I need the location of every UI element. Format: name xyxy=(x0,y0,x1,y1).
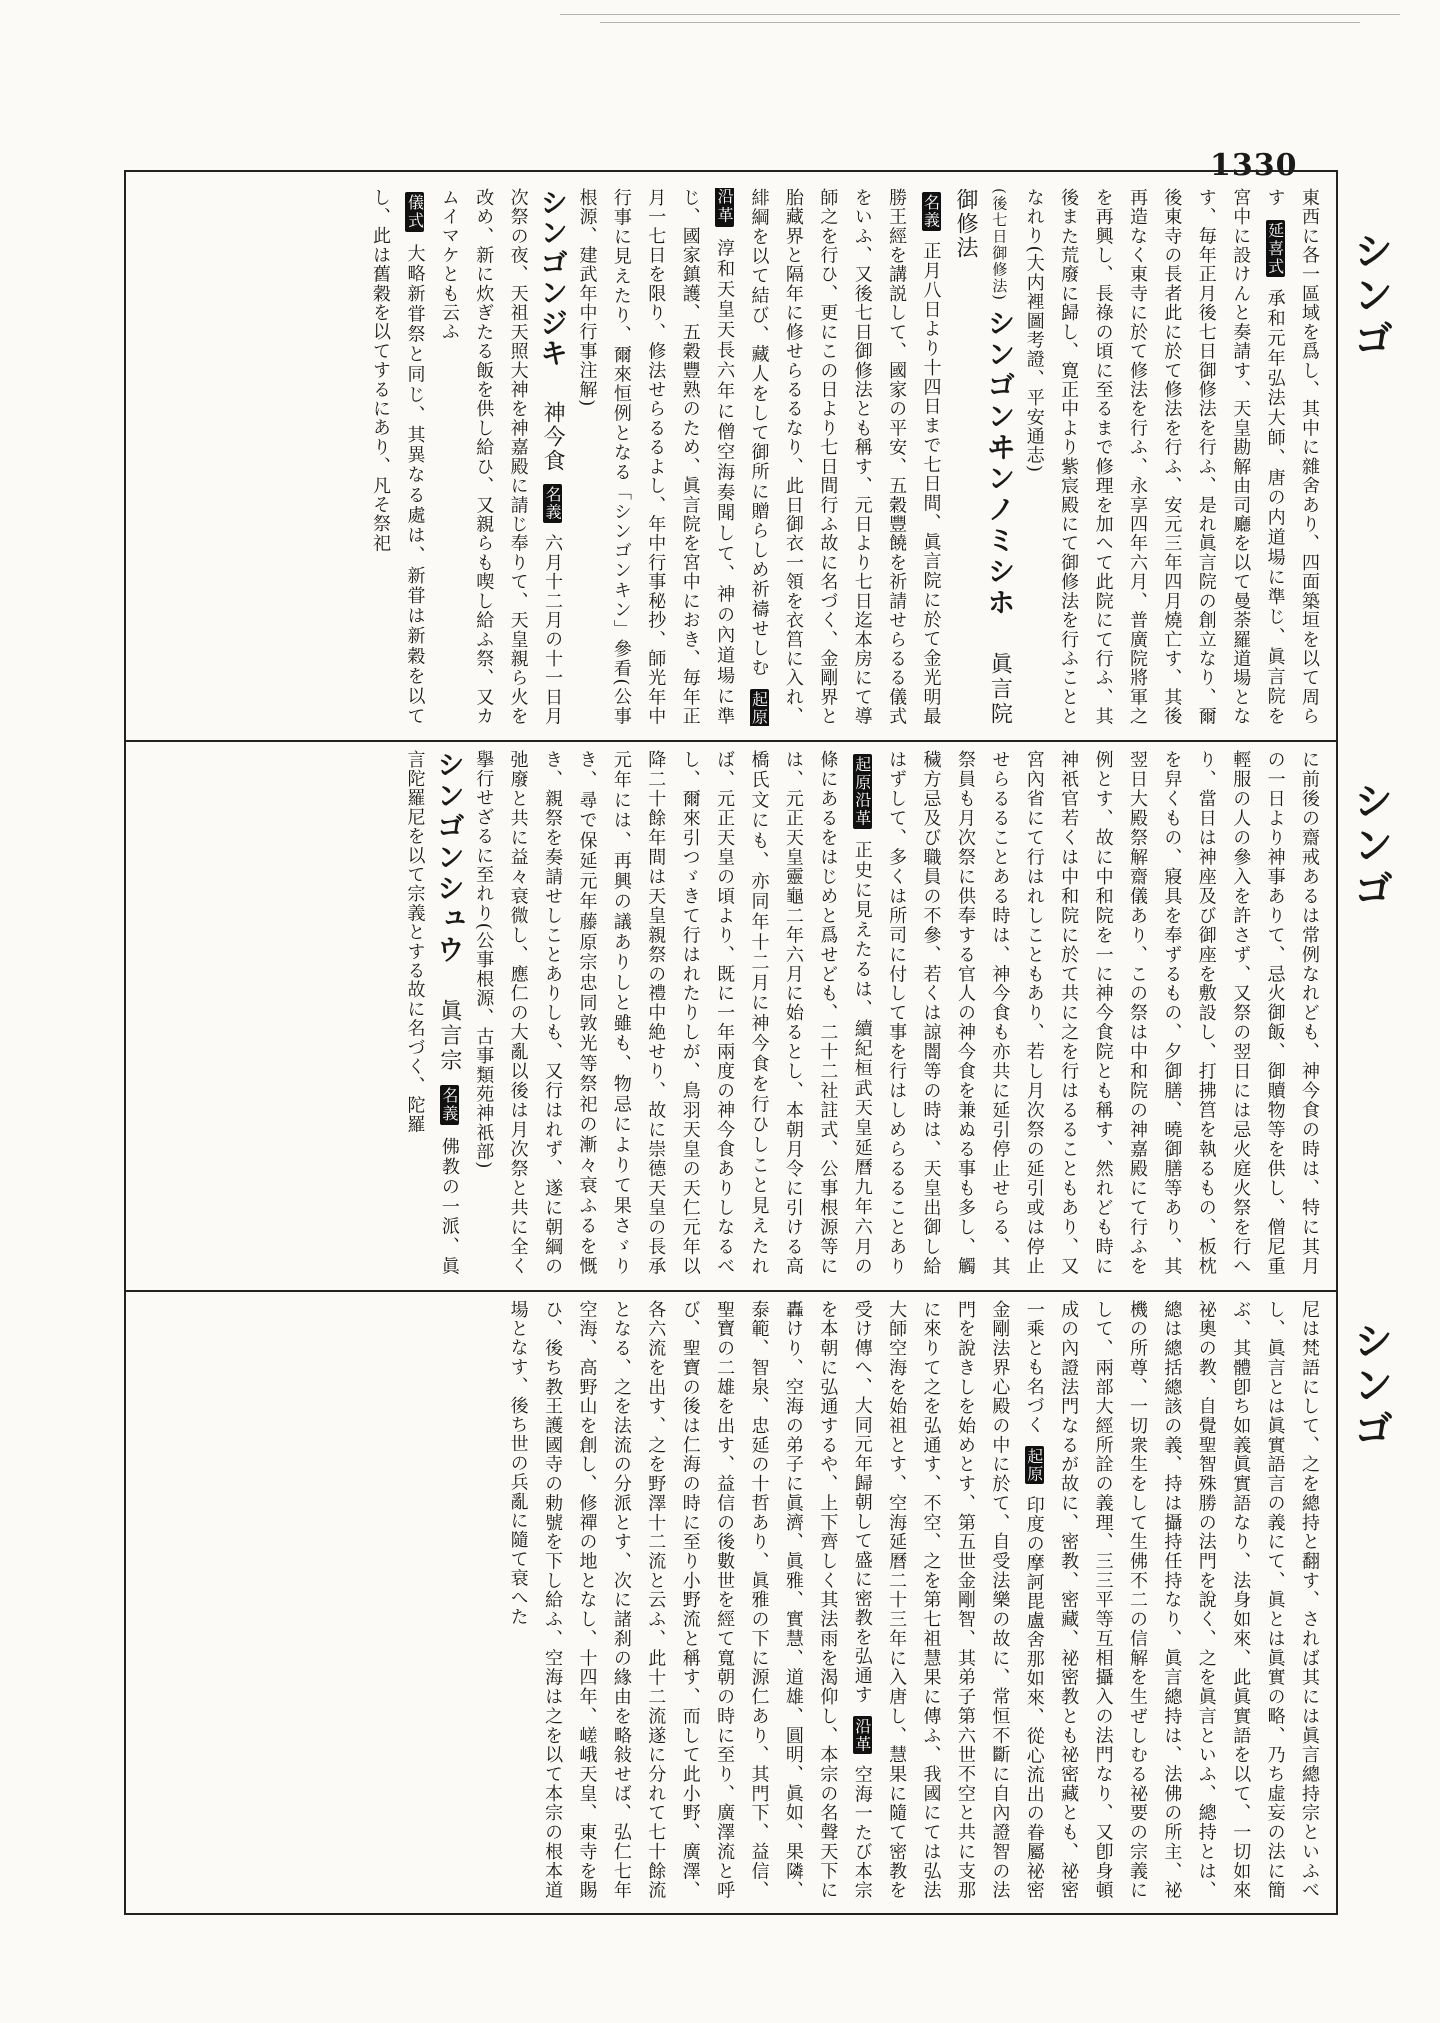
entry-subheading: 眞言宗 xyxy=(436,999,462,1074)
body-text: 佛教の一派、眞言陀羅尼を以て宗義とする故に名づく、陀羅 xyxy=(404,750,460,1276)
side-heading-bottom: シンゴ xyxy=(1347,1320,1394,1452)
body-text: 印度の摩訶毘盧舍那如來、從心流出の眷屬祕密金剛法界心殿の中に於て、自受法樂の故に、常恒不斷に自內證智の法門を說きしを始めとす、第五世金剛智、其弟子第六世不空と共に支那に來りて之を弘通す、不空、之を第七祖慧果に傳ふ、我國にては弘法大師空海を始祖とす、空海延曆二十三年に入唐し、慧果に隨て密教を受け傳へ、大同元年歸朝して盛に密教を弘通す xyxy=(851,1300,1045,1900)
scan-line xyxy=(600,22,1360,23)
section-divider xyxy=(124,740,1338,742)
entry-heading-shingonjiki: シンゴンジキ xyxy=(536,188,570,369)
body-text: 正月八日より十四日まで七日間、眞言院に於て金光明最勝王經を講説して、國家の平安、五穀豐饒を祈請せらるる儀式をいふ、又後七日御修法とも稱す、元日より七日迄本房にて導師之を行ひ、更にこの日より七日間行ふ故に名づく、金剛界と胎藏界と隔年に修せらるるなり、此日御衣一領を衣筥に入れ、緋綱を以て結び、藏人をして御所に贈らしめ祈禱せしむ xyxy=(748,188,942,726)
entry-annotation: (後七日御修法) xyxy=(990,188,1009,301)
meigi-badge: 名義 xyxy=(439,1087,459,1124)
entry-heading-shingonshu: シンゴンシュウ xyxy=(432,750,466,966)
entry-subheading: 神今食 xyxy=(540,401,566,474)
meigi-badge: 名義 xyxy=(921,194,941,229)
side-heading-middle: シンゴ xyxy=(1347,780,1394,912)
body-text: に前後の齋戒あるは常例なれども、神今食の時は、特に其月の一日より神事ありて、忌火御飯、御贖物等を供し、僧尼重輕服の人の參入を許さず、又祭の翌日には忌火庭火祭を行へり、當日は神座及び御座を敷設し、打拂筥を執るもの、板枕を舁くもの、寢具を奉ずるもの、夕御膳、曉御膳等あり、其翌日大殿祭解齋儀あり、この祭は中和院の神嘉殿にて行ふを例とす、故に中和院を一に神今食院とも稱す、然れども時に神祇官若くは中和院に於て共に之を行はるることもあり、又宮內省にて行はれしこともあり、若し月次祭の延引或は停止せらるることある時は、神今食も亦共に延引停止せらる、其祭員も月次祭に供奉する官人の神今食を兼ぬる事も多し、觸穢方忌及び職員の不參、若くは諒闇等の時は、天皇出御し給はずして、多くは所司に付して事を行はしめらるることあり xyxy=(886,750,1320,1276)
entry-heading-shingonin-mishiho: シンゴンヰンノミシホ xyxy=(983,308,1017,619)
body-text: 大略新甞祭と同じ、其異なる處は、新甞は新穀を以てし、此は舊穀を以てするにあり、凡そ祭祀 xyxy=(370,188,426,726)
ceremony-badge: 儀式 xyxy=(405,194,425,231)
section-bottom-text xyxy=(140,1300,1326,1900)
body-text: 六月十二月の十一日月次祭の夜、天祖天照大神を神嘉殿に請じ奉りて、天皇親ら火を改め、新に炊ぎたる飯を供し給ひ、又親らも喫し給ふ祭、又カムイマケとも云ふ xyxy=(438,188,564,726)
body-text: 空海一たび本宗を本朝に弘通するや、上下齊しく其法雨を渴仰し、本宗の名聲天下に轟けり、空海の弟子に眞濟、眞雅、實慧、道雄、圓明、眞如、果隣、泰範、智泉、忠延の十哲あり、眞雅の下に源仁あり、其門下、益信、聖寶の二雄を出す、益信の後數世を經て寬朝の時に至り、廣澤流と呼び、聖寶の後は仁海の時に至り小野流と稱す、而して此小野、廣澤、各六流を出す、之を野澤十二流と云ふ、此十二流遂に分れて七十餘流となる、之を法流の分派とす、次に諸刹の緣由を略敍せば、弘仁七年空海、高野山を創し、修禪の地となし、十四年、嵯峨天皇、東寺を賜ひ、後ち教王護國寺の勅號を下し給ふ、空海は之を以て本宗の根本道場となす、後ち世の兵亂に隨て衰へた xyxy=(507,1300,873,1900)
page-number: 1330 xyxy=(1210,148,1298,183)
source-badge: 延喜式 xyxy=(1265,221,1285,276)
section-divider xyxy=(124,1290,1338,1292)
body-text: 尼は梵語にして、之を總持と翻す、されば其には眞言總持宗といふべし、眞言とは眞實語言の義にて、眞とは眞實の略、乃ち虛妄の法に簡ぶ、其體卽ち如義眞實語なり、法身如來、此眞實語を以て、一切如來祕奧の教、自覺聖智殊勝の法門を說く、之を眞言といふ、總持とは、總は總括總該の義、持は攝持任持なり、眞言總持は、法佛の所主、祕機の所尊、一切衆生をして生佛不二の信解を生ぜしむる祕要の宗義にして、兩部大經所詮の義理、三三平等互相攝入の法門なり、又卽身頓成の內證法門なるが故に、密教、密藏、祕密教とも祕密藏とも、祕密一乘とも名づく xyxy=(1023,1300,1320,1900)
side-heading-top: シンゴ xyxy=(1347,230,1394,362)
continuation-text: 東西に各一區域を爲し、其中に雜舍あり、四面築垣を以て周らす xyxy=(1264,188,1320,726)
section-top-text xyxy=(140,188,1326,726)
meigi-badge: 名義 xyxy=(543,486,563,521)
scan-line xyxy=(560,14,1400,15)
origin-badge: 起原沿革 xyxy=(715,188,769,726)
section-middle-text xyxy=(140,750,1326,1276)
origin-badge: 起原 xyxy=(1024,1447,1044,1483)
body-text: 承和元年弘法大師、唐の内道場に準じ、眞言院を宮中に設けんと奏請す、天皇勘解由司廳を以て曼荼羅道場となす、毎年正月後七日御修法を行ふ、是れ眞言院の創立なり、爾後東寺の長者此に於て修法を行ふ、安元三年四月燒亡す、其後再造なく東寺に於て修法を行ふ、永享四年六月、普廣院將軍之を再興し、長祿の頃に至るまで修理を加へて此院にて行ふ、其後また荒廢に歸し、寛正中より紫宸殿にて御修法を行ふこととなれり(大内裡圖考證、平安通志) xyxy=(1023,188,1286,726)
history-badge: 沿革 xyxy=(852,1717,872,1753)
body-text: 淳和天皇天長六年に僧空海奏聞して、神の內道場に準じ、國家鎮護、五穀豐熟のため、眞言院を宮中におき、毎年正月一七日を限り、修法せらるるよし、年中行事秘抄、師光年中行事に見えたり、爾來恒例となる「シンゴンキン」參看(公事根源、建武年中行事注解) xyxy=(576,188,736,726)
body-text: 正史に見えたるは、續紀桓武天皇延曆九年六月の條にあるをはじめと爲せども、二十二社註式、公事根源等には、元正天皇靈龜二年六月に始るとし、本朝月令に引ける高橋氏文にも、亦同年十二月に神今食を行ひしこと見えたれば、元正天皇の頃より、既に一年兩度の神今食ありしなるべし、爾來引つゞきて行はれたりしが、鳥羽天皇の天仁元年以降二十餘年間は天皇親祭の禮中絶せり、故に崇德天皇の長承元年には、再興の議ありしと雖も、物忌によりて果さゞりき、尋で保延元年藤原宗忠同敦光等祭祀の漸々衰ふるを慨き、親祭を奏請せしことありしも、又行はれず、遂に朝綱の弛廢と共に益々衰微し、應仁の大亂以後は月次祭と共に全く擧行せざるに至れり(公事根源、古事類苑神祇部) xyxy=(473,750,873,1276)
origin-badge: 起原沿革 xyxy=(852,756,872,828)
entry-subheading: 眞言院御修法 xyxy=(952,188,1013,726)
